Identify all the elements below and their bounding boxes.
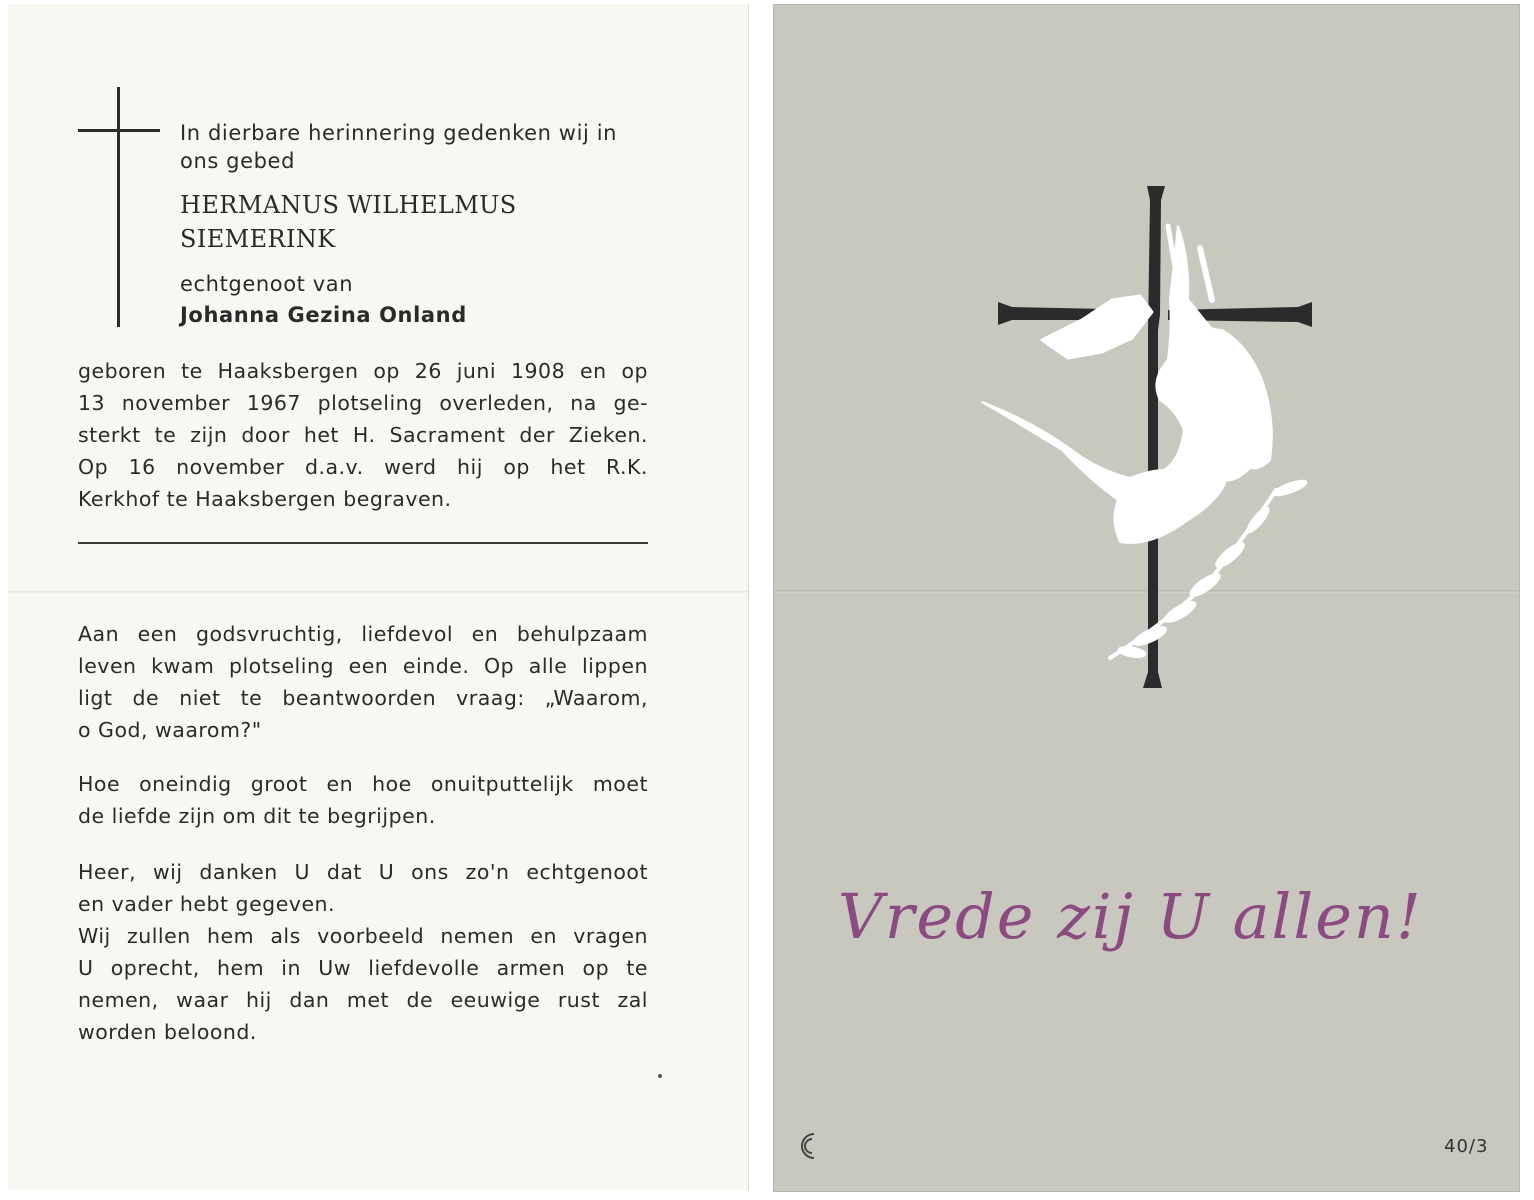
print-code: 40/3 bbox=[1444, 1136, 1489, 1157]
intro-line-2: ons gebed bbox=[180, 149, 296, 173]
reflection-line: ligt de niet te beantwoorden vraag: „Waarom, bbox=[78, 686, 648, 710]
reflection-line: leven kwam plotseling een einde. Op alle lippen bbox=[78, 654, 648, 678]
biography-line: Op 16 november d.a.v. werd hij op het R.K. bbox=[78, 455, 648, 479]
biography-line: 13 november 1967 plotseling overleden, na ge- bbox=[78, 391, 648, 415]
spouse-label: echtgenoot van bbox=[180, 272, 354, 296]
prayer-line: U oprecht, hem in Uw liefdevolle armen op te bbox=[78, 956, 648, 980]
prayer-line: Heer, wij danken U dat U ons zo'n echtgenoot bbox=[78, 860, 648, 884]
motto-text: Vrede zij U allen! bbox=[838, 880, 1423, 953]
prayer-line: Wij zullen hem als voorbeeld nemen en vragen bbox=[78, 924, 648, 948]
intro-line-1: In dierbare herinnering gedenken wij in bbox=[180, 121, 618, 145]
spouse-name: Johanna Gezina Onland bbox=[180, 303, 467, 327]
love-line: de liefde zijn om dit te begrijpen. bbox=[78, 804, 436, 828]
deceased-name-line-1: HERMANUS WILHELMUS bbox=[180, 191, 517, 219]
publisher-mark-icon bbox=[792, 1128, 822, 1164]
prayer-line: worden beloond. bbox=[78, 1020, 257, 1044]
biography-line: Kerkhof te Haaksbergen begraven. bbox=[78, 487, 452, 511]
biography-line: geboren te Haaksbergen op 26 juni 1908 en op bbox=[78, 359, 648, 383]
reflection-line: Aan een godsvruchtig, liefdevol en behulpzaam bbox=[78, 622, 648, 646]
love-line: Hoe oneindig groot en hoe onuitputtelijk moet bbox=[78, 772, 648, 796]
prayer-line: en vader hebt gegeven. bbox=[78, 892, 336, 916]
prayer-line: nemen, waar hij dan met de eeuwige rust zal bbox=[78, 988, 648, 1012]
dove-icon bbox=[982, 226, 1309, 659]
deceased-name-line-2: SIEMERINK bbox=[180, 225, 336, 253]
reflection-line: o God, waarom?" bbox=[78, 718, 262, 742]
biography-line: sterkt te zijn door het H. Sacrament der Zieken. bbox=[78, 423, 648, 447]
